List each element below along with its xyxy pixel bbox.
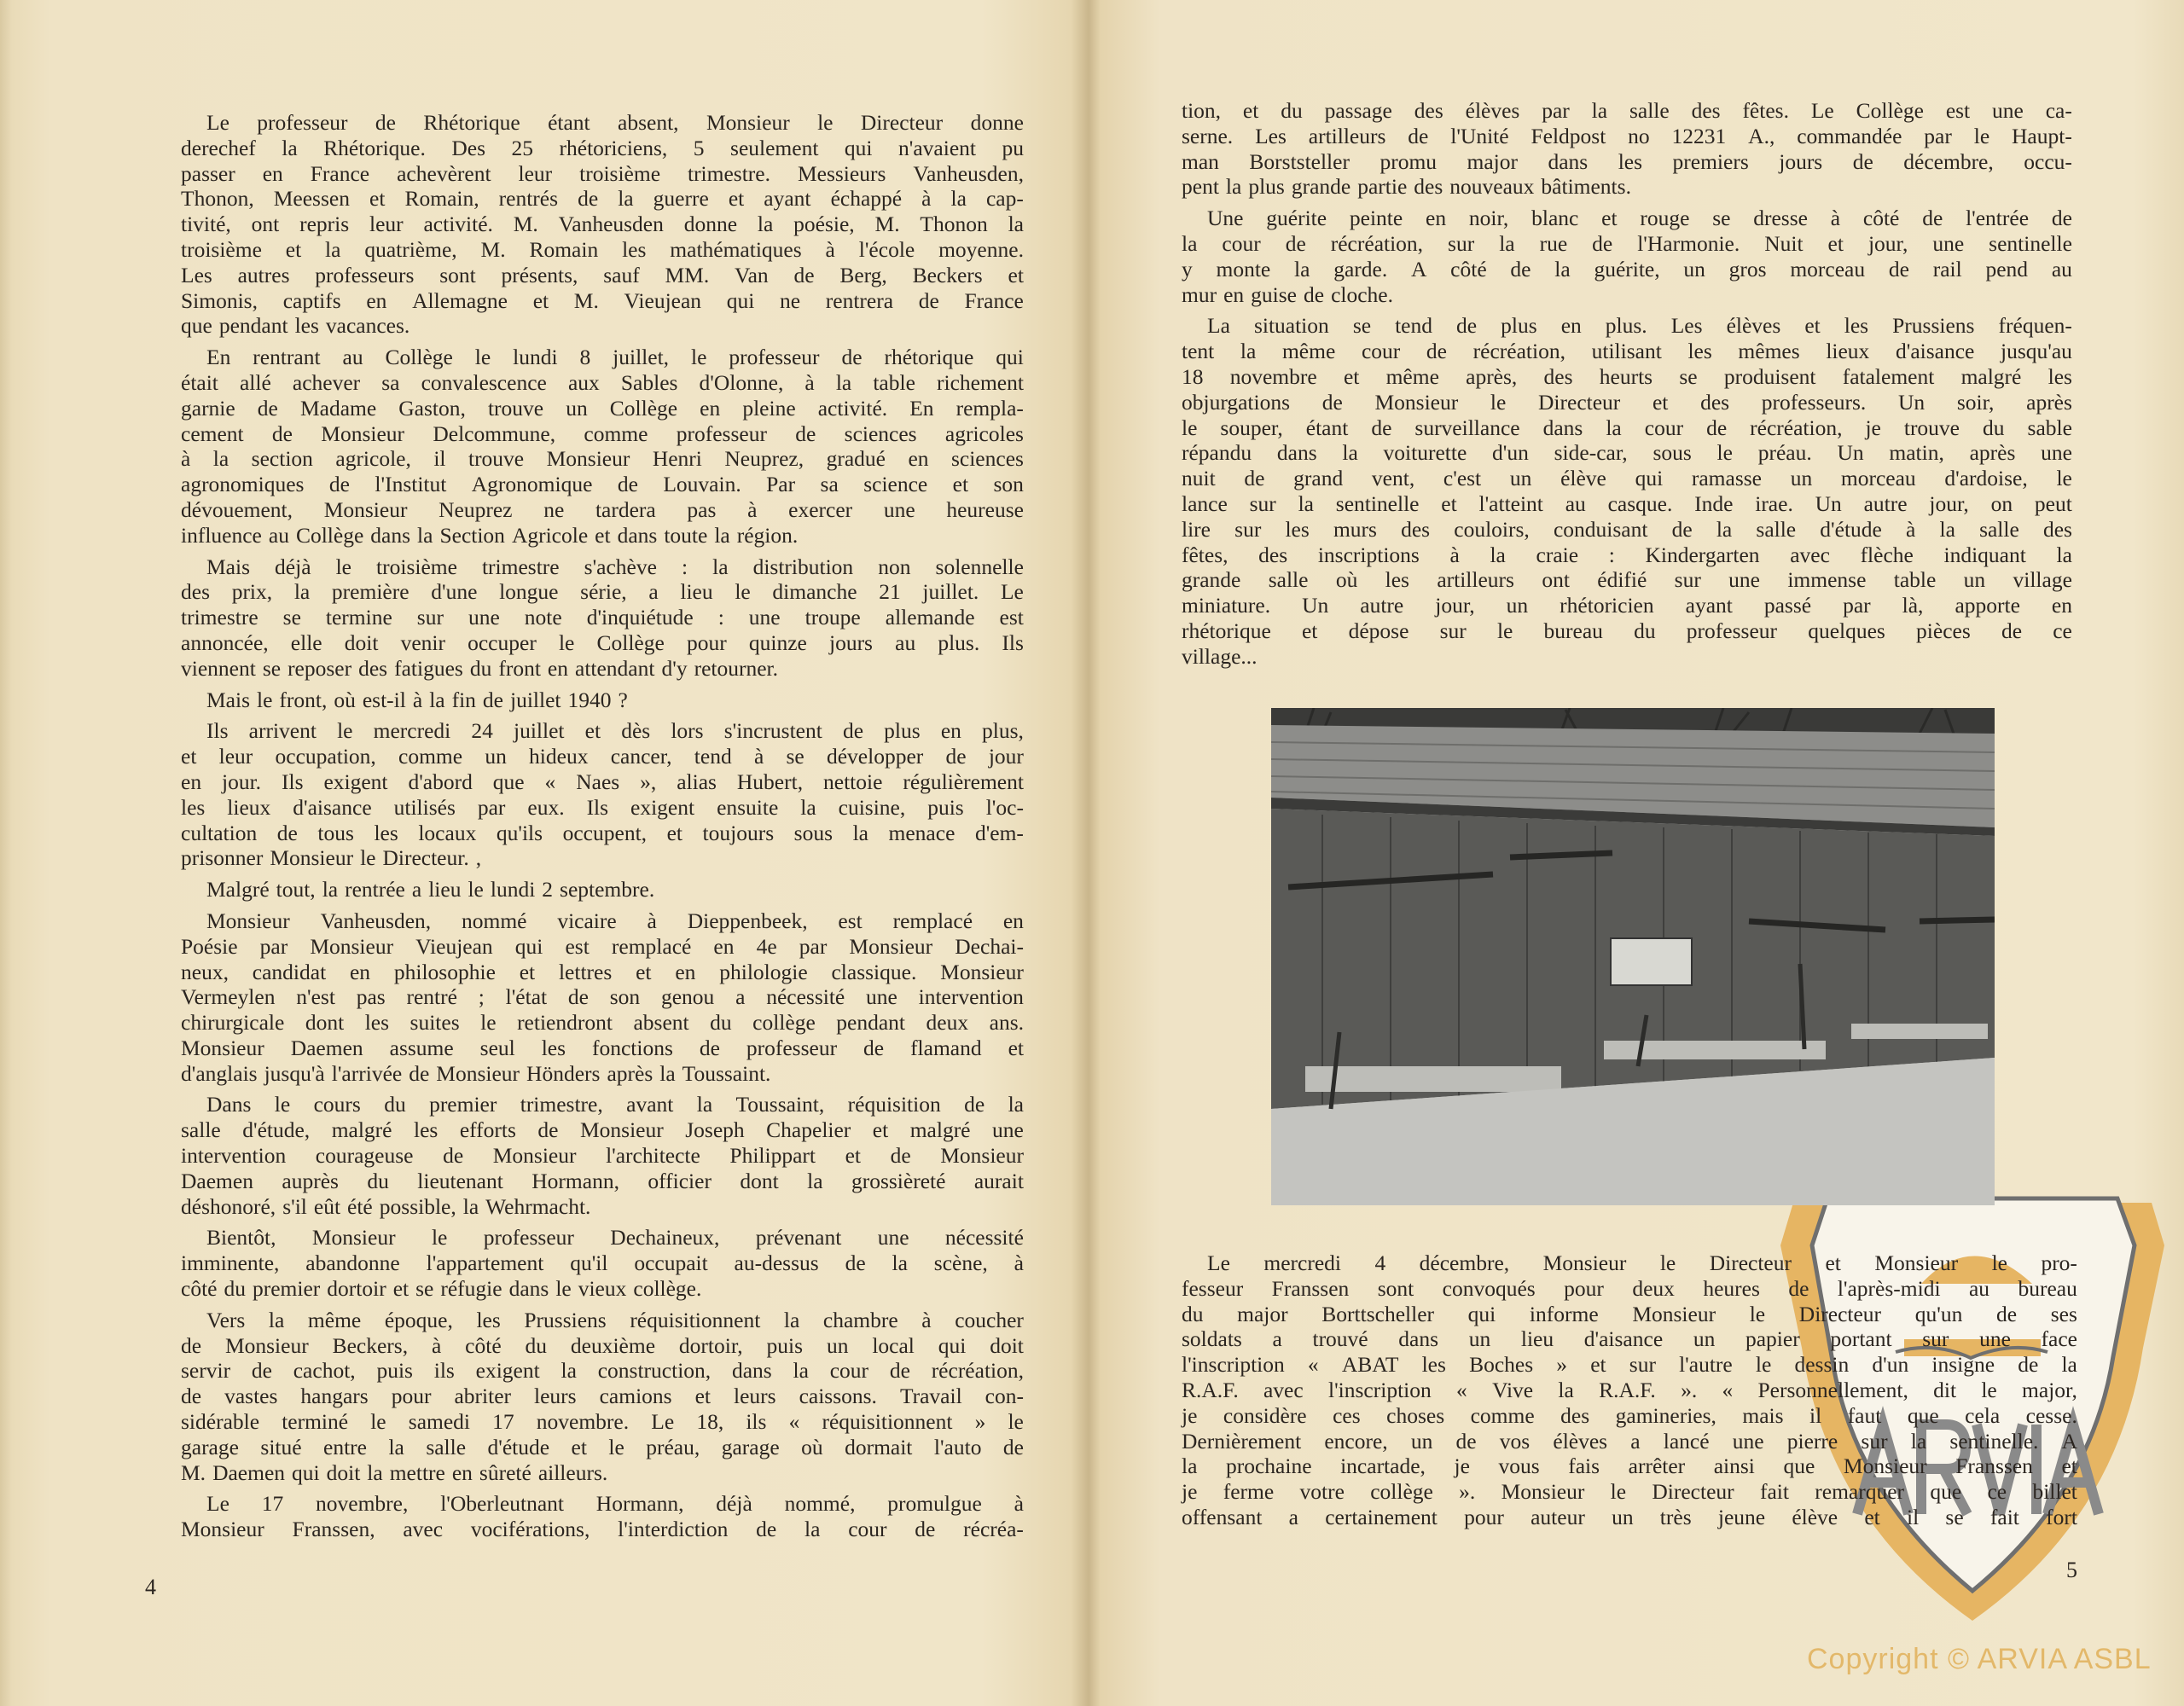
text-line: Vers la même époque, les Prussiens réquisitionnent la chambre à coucher bbox=[206, 1307, 1024, 1332]
text-line: chirurgicale dont les suites le retiendront absent du collège pendant deux ans. bbox=[181, 1010, 1024, 1036]
text-line: Mais le front, où est-il à la fin de juillet 1940 ? bbox=[206, 687, 628, 712]
text-line: salle d'étude, malgré les efforts de Monsieur Joseph Chapelier et malgré une bbox=[181, 1117, 1024, 1143]
text-line: Dernièrement encore, un de vos élèves a lancé une pierre sur la sentinelle. A bbox=[1182, 1428, 2077, 1454]
text-line: tent la même cour de récréation, utilisant les mêmes lieux d'aisance jusqu'au bbox=[1182, 339, 2072, 364]
text-line: imminente, abandonne l'appartement qu'il occupait au-dessus de la scène, à bbox=[181, 1250, 1024, 1276]
text-line: la cour de récréation, sur la rue de l'Harmonie. Nuit et jour, une sentinelle bbox=[1182, 230, 2072, 256]
paragraph bbox=[1182, 313, 2072, 669]
text-line: je ferme votre collège ». Monsieur le Directeur fait remarquer que ce billet bbox=[1182, 1479, 2077, 1505]
text-line: grande salle où les artilleurs ont édifié sur une immense table un village bbox=[1182, 567, 2072, 593]
text-line: agronomiques de l'Institut Agronomique de Louvain. Par sa science et son bbox=[181, 472, 1024, 497]
text-line: et leur occupation, comme un hideux cancer, tend à se développer de jour bbox=[181, 744, 1024, 769]
paragraph bbox=[181, 110, 1024, 339]
text-line: je considère ces choses comme des gamineries, mais il faut que cela cesse. bbox=[1182, 1402, 2077, 1428]
text-line: Une guérite peinte en noir, blanc et rouge se dresse à côté de l'entrée de bbox=[1207, 206, 2072, 231]
text-line: Mais déjà le troisième trimestre s'achève : la distribution non solennelle bbox=[206, 554, 1024, 579]
text-line: Malgré tout, la rentrée a lieu le lundi 2 septembre. bbox=[206, 877, 655, 902]
text-line: était allé achever sa convalescence aux Sables d'Olonne, à la table richement bbox=[181, 369, 1024, 395]
text-line: soldats a trouvé dans un lieu d'aisance un papier portant sur une face bbox=[1182, 1326, 2077, 1352]
text-line: tion, et du passage des élèves par la salle des fêtes. Le Collège est une ca- bbox=[1182, 98, 2072, 123]
paragraph bbox=[181, 345, 1024, 548]
text-line: côté du premier dortoir et se réfugie dans le vieux collège. bbox=[181, 1276, 702, 1302]
text-line: le souper, étant de surveillance dans la cour de récréation, je trouve du sable bbox=[1182, 415, 2072, 440]
text-line: fesseur Franssen sont convoqués pour deux heures de l'après-midi au bureau bbox=[1182, 1275, 2077, 1301]
text-line: R.A.F. avec l'inscription « Vive la R.A.F. ». « Personnellement, dit le major, bbox=[1182, 1377, 2077, 1402]
text-line: Thonon, Meessen et Romain, rentrés de la guerre et ayant échappé à la cap- bbox=[181, 186, 1024, 212]
text-line: prisonner Monsieur le Directeur. , bbox=[181, 845, 482, 871]
text-line: l'inscription « ABAT les Boches » et sur l'autre le dessin d'un insigne de la bbox=[1182, 1352, 2077, 1378]
paragraph bbox=[1182, 98, 2072, 200]
text-line: d'anglais jusqu'à l'arrivée de Monsieur Hönders après la Toussaint. bbox=[181, 1060, 771, 1086]
text-line: En rentrant au Collège le lundi 8 juillet, le professeur de rhétorique qui bbox=[206, 345, 1024, 370]
text-line: offensant a certainement pour auteur un très jeune élève et il se fait fort bbox=[1182, 1504, 2077, 1529]
text-line: cement de Monsieur Delcommune, comme professeur de sciences agricoles bbox=[181, 421, 1024, 446]
text-line: Ils arrivent le mercredi 24 juillet et dès lors s'incrustent de plus en plus, bbox=[206, 718, 1024, 744]
text-line: Vermeylen n'est pas rentré ; l'état de son genou a nécessité une intervention bbox=[181, 984, 1024, 1010]
text-line: passer en France achevèrent leur troisième trimestre. Messieurs Vanheusden, bbox=[181, 160, 1024, 186]
text-line: Monsieur Daemen assume seul les fonctions de professeur de flamand et bbox=[181, 1035, 1024, 1060]
text-line: fêtes, des inscriptions à la craie : Kindergarten avec flèche indiquant la bbox=[1182, 542, 2072, 567]
text-line: nuit de grand vent, c'est un élève qui ramasse un morceau d'ardoise, le bbox=[1182, 466, 2072, 491]
text-line: sidérable terminé le samedi 17 novembre. Le 18, ils « réquisitionnent » le bbox=[181, 1409, 1024, 1435]
paragraph bbox=[181, 718, 1024, 871]
paragraph bbox=[1182, 206, 2072, 307]
text-line: en jour. Ils exigent d'abord que « Naes », alias Hubert, nettoie régulièrement bbox=[181, 769, 1024, 794]
paragraph bbox=[181, 1308, 1024, 1486]
text-line: intervention courageuse de Monsieur l'architecte Philippart et de Monsieur bbox=[181, 1143, 1024, 1169]
text-line: Poésie par Monsieur Vieujean qui est remplacé en 4e par Monsieur Dechai- bbox=[181, 933, 1024, 959]
text-line: garnie de Madame Gaston, trouve un Collège en pleine activité. En rempla- bbox=[181, 395, 1024, 421]
text-line: à la section agricole, il trouve Monsieur Henri Neuprez, gradué en sciences bbox=[181, 446, 1024, 472]
text-line: La situation se tend de plus en plus. Les élèves et les Prussiens fréquen- bbox=[1207, 313, 2072, 339]
photo-drawing bbox=[1271, 708, 1995, 1205]
text-line: les lieux d'aisance utilisés par eux. Ils exigent ensuite la cuisine, puis l'oc- bbox=[181, 794, 1024, 820]
text-line: Monsieur Franssen, avec vociférations, l'interdiction de la cour de récréa- bbox=[181, 1517, 1024, 1542]
text-line: Daemen auprès du lieutenant Hormann, officier dont la grossièreté aurait bbox=[181, 1168, 1024, 1193]
paragraph bbox=[181, 1491, 1024, 1542]
text-line: Les autres professeurs sont présents, sauf MM. Van de Berg, Beckers et bbox=[181, 262, 1024, 287]
text-line: de vastes hangars pour abriter leurs camions et leurs caissons. Travail con- bbox=[181, 1384, 1024, 1409]
right-page-text-top bbox=[1182, 98, 2072, 676]
text-line: Dans le cours du premier trimestre, avant la Toussaint, réquisition de la bbox=[206, 1092, 1024, 1117]
text-line: des prix, la première d'une longue série, a lieu le dimanche 21 juillet. Le bbox=[181, 579, 1024, 605]
text-line: influence au Collège dans la Section Agricole et dans toute la région. bbox=[181, 522, 799, 548]
paragraph bbox=[181, 1092, 1024, 1219]
paragraph bbox=[181, 688, 1024, 713]
text-line: troisième et la quatrième, M. Romain les mathématiques à l'école moyenne. bbox=[181, 236, 1024, 262]
text-line: objurgations de Monsieur le Directeur et des professeurs. Un soir, après bbox=[1182, 389, 2072, 415]
text-line: de Monsieur Beckers, à côté du deuxième dortoir, puis un local qui doit bbox=[181, 1332, 1024, 1358]
text-line: rhétorique et dépose sur le bureau du professeur quelques pièces de ce bbox=[1182, 618, 2072, 643]
text-line: Le professeur de Rhétorique étant absent, Monsieur le Directeur donne bbox=[206, 110, 1024, 135]
text-line: répandu dans la voiturette d'un side-car, sous le préau. Un matin, après une bbox=[1182, 440, 2072, 466]
text-line: mur en guise de cloche. bbox=[1182, 281, 1393, 307]
text-line: cultation de tous les locaux qu'ils occupent, et toujours sous la menace d'em- bbox=[181, 820, 1024, 845]
text-line: Simonis, captifs en Allemagne et M. Vieujean qui ne rentrera de France bbox=[181, 287, 1024, 313]
text-line: M. Daemen qui doit la mettre en sûreté ailleurs. bbox=[181, 1459, 608, 1485]
text-line: viennent se reposer des fatigues du front en attendant d'y retourner. bbox=[181, 655, 778, 681]
text-line: lire sur les murs des couloirs, conduisant de la salle d'étude à la salle des bbox=[1182, 516, 2072, 542]
page-number-right: 5 bbox=[2066, 1558, 2077, 1582]
text-line: garage situé entre la salle d'étude et le préau, garage où dormait l'auto de bbox=[181, 1434, 1024, 1459]
copyright-notice: Copyright © ARVIA ASBL bbox=[1807, 1643, 2152, 1675]
text-line: pent la plus grande partie des nouveaux bâtiments. bbox=[1182, 174, 1631, 200]
text-line: neux, candidat en philosophie et lettres et en philologie classique. Monsieur bbox=[181, 959, 1024, 984]
text-line: déshonoré, s'il eût été possible, la Wehrmacht. bbox=[181, 1193, 591, 1219]
text-line: dévouement, Monsieur Neuprez ne tardera pas à exercer une heureuse bbox=[181, 496, 1024, 522]
text-line: Le mercredi 4 décembre, Monsieur le Directeur et Monsieur le pro- bbox=[1207, 1250, 2077, 1275]
text-line: annoncée, elle doit venir occuper le Collège pour quinze jours au plus. Ils bbox=[181, 630, 1024, 655]
left-page-text bbox=[181, 110, 1024, 1548]
text-line: tivité, ont repris leur activité. M. Vanheusden donne la poésie, M. Thonon la bbox=[181, 212, 1024, 237]
text-line: Le 17 novembre, l'Oberleutnant Hormann, déjà nommé, promulgue à bbox=[206, 1491, 1024, 1517]
text-line: y monte la garde. A côté de la guérite, un gros morceau de rail pend au bbox=[1182, 256, 2072, 281]
text-line: Monsieur Vanheusden, nommé vicaire à Dieppenbeek, est remplacé en bbox=[206, 908, 1024, 933]
right-page-text-bottom bbox=[1182, 1250, 2077, 1536]
paragraph bbox=[181, 908, 1024, 1087]
text-line: lance sur la sentinelle et l'atteint au casque. Inde irae. Un autre jour, on peut bbox=[1182, 490, 2072, 516]
paragraph bbox=[1182, 1250, 2077, 1530]
text-line: village... bbox=[1182, 643, 1258, 669]
wooden-hangar-photo bbox=[1271, 708, 1995, 1205]
text-line: du major Borttscheller qui informe Monsieur le Directeur qu'un de ses bbox=[1182, 1301, 2077, 1326]
text-line: 18 novembre et même après, des heurts se produisent fatalement malgré les bbox=[1182, 363, 2072, 389]
text-line: serne. Les artilleurs de l'Unité Feldpost no 12231 A., commandée par le Haupt- bbox=[1182, 123, 2072, 148]
paragraph bbox=[181, 1225, 1024, 1301]
text-line: Bientôt, Monsieur le professeur Dechaineux, prévenant une nécessité bbox=[206, 1225, 1024, 1250]
paragraph bbox=[181, 554, 1024, 682]
text-line: man Borststeller promu major dans les premiers jours de décembre, occu- bbox=[1182, 148, 2072, 174]
text-line: la prochaine incartade, je vous fais arrêter ainsi que Monsieur Franssen et bbox=[1182, 1454, 2077, 1479]
text-line: miniature. Un autre jour, un rhétoricien ayant passé par là, apporte en bbox=[1182, 593, 2072, 618]
text-line: que pendant les vacances. bbox=[181, 313, 410, 339]
paragraph bbox=[181, 877, 1024, 902]
text-line: trimestre se termine sur une note d'inquiétude : une troupe allemande est bbox=[181, 605, 1024, 630]
text-line: derechef la Rhétorique. Des 25 rhétoriciens, 5 seulement qui n'avaient pu bbox=[181, 135, 1024, 160]
page-number-left: 4 bbox=[145, 1575, 156, 1599]
text-line: servir de cachot, puis ils exigent la construction, dans la cour de récréation, bbox=[181, 1358, 1024, 1384]
